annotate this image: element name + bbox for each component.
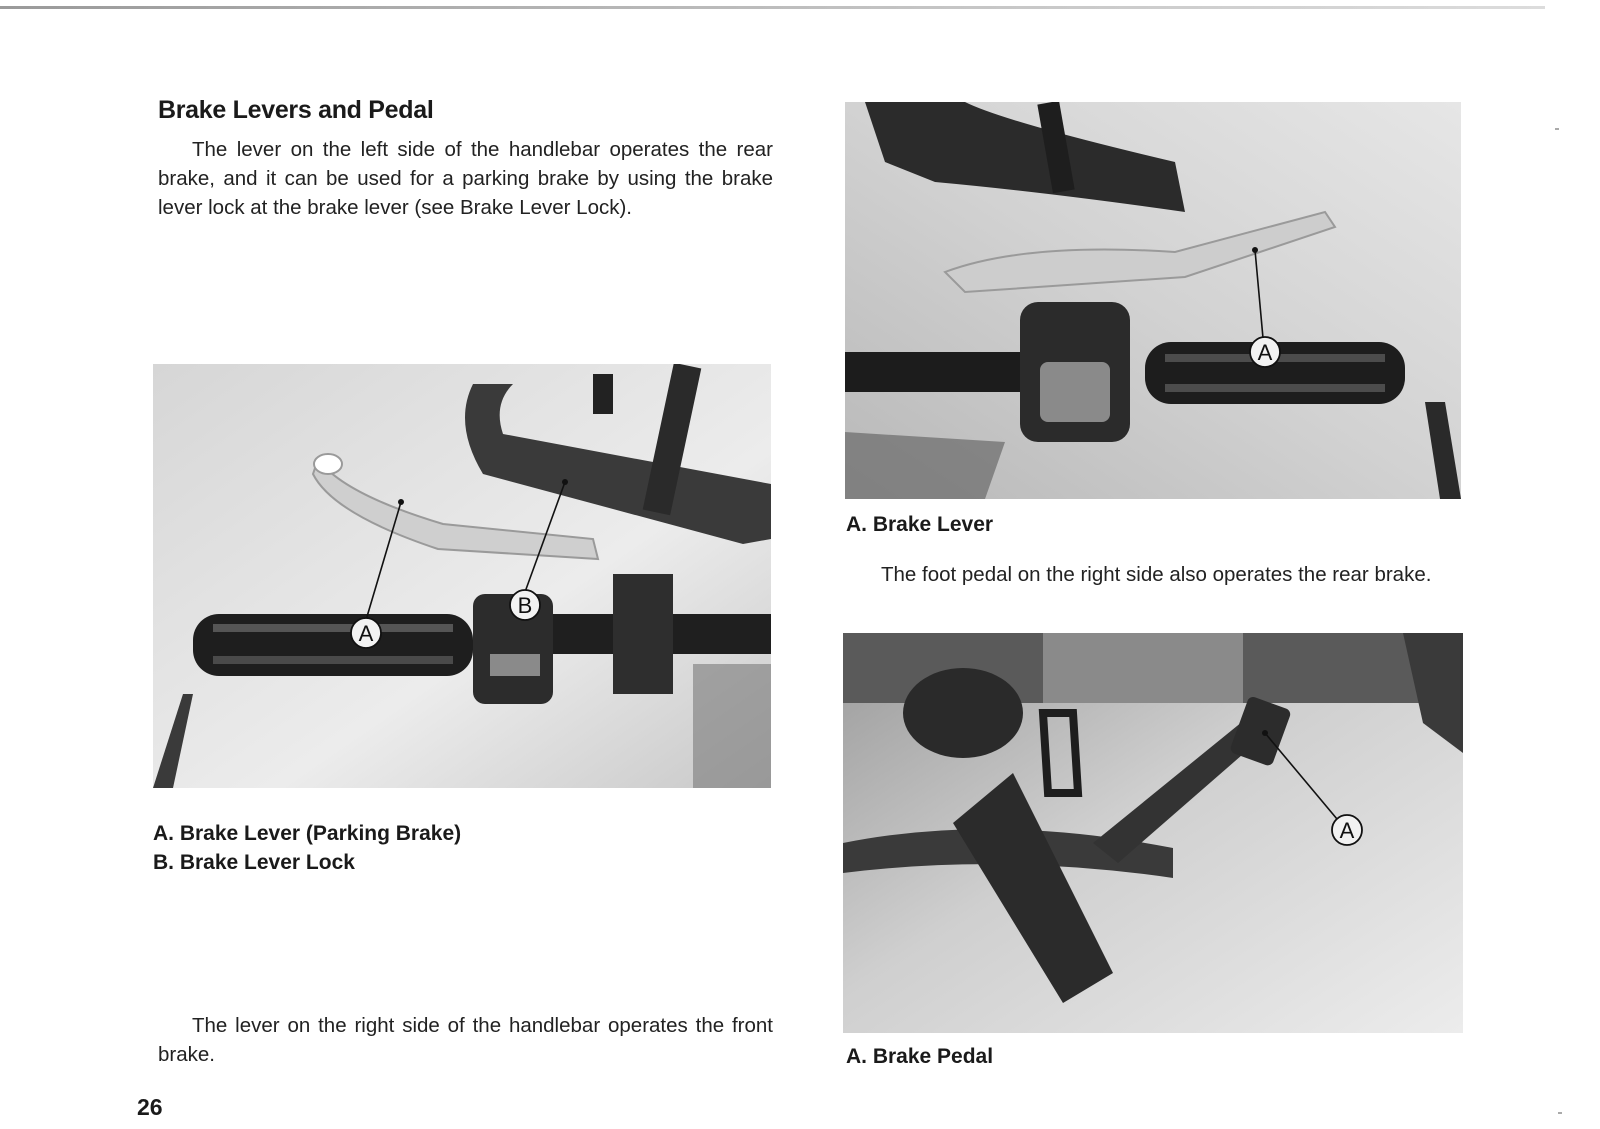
page-top-rule bbox=[0, 6, 1545, 9]
callout-a-left-label: A bbox=[358, 621, 374, 646]
brake-pedal-caption bbox=[846, 1042, 993, 1071]
foot-pedal-text: The foot pedal on the right side also operates the rear brake. bbox=[881, 563, 1432, 586]
callout-a-right-top-label: A bbox=[1257, 340, 1273, 365]
caption-line-a: A. Brake Lever bbox=[846, 513, 994, 536]
callout-b-left-label: B bbox=[517, 593, 533, 618]
section-heading: Brake Levers and Pedal bbox=[158, 96, 434, 124]
caption-line-a: A. Brake Lever (Parking Brake) bbox=[153, 822, 462, 845]
caption-line-b: B. Brake Lever Lock bbox=[153, 851, 355, 874]
intro-paragraph bbox=[158, 135, 773, 222]
foot-pedal-paragraph bbox=[847, 560, 1462, 589]
intro-text: The lever on the left side of the handlebar operates the rear brake, and it can be used for a parking brake by using the brake lever lock at the brake lever (see Brake Lever Lock). bbox=[158, 138, 773, 219]
scan-speck bbox=[1558, 1112, 1562, 1114]
front-brake-paragraph bbox=[158, 1011, 773, 1069]
brake-pedal-photo bbox=[843, 633, 1463, 1033]
right-top-photo-caption bbox=[846, 510, 993, 539]
caption-line-a: A. Brake Pedal bbox=[846, 1045, 994, 1068]
page-number: 26 bbox=[137, 1094, 163, 1120]
right-handlebar-photo bbox=[845, 102, 1461, 499]
scan-speck bbox=[1555, 128, 1559, 130]
left-photo-caption bbox=[153, 819, 461, 877]
left-handlebar-photo bbox=[153, 364, 771, 788]
front-brake-text: The lever on the right side of the handlebar operates the front brake. bbox=[158, 1014, 773, 1066]
callout-a-pedal-label: A bbox=[1339, 818, 1355, 843]
